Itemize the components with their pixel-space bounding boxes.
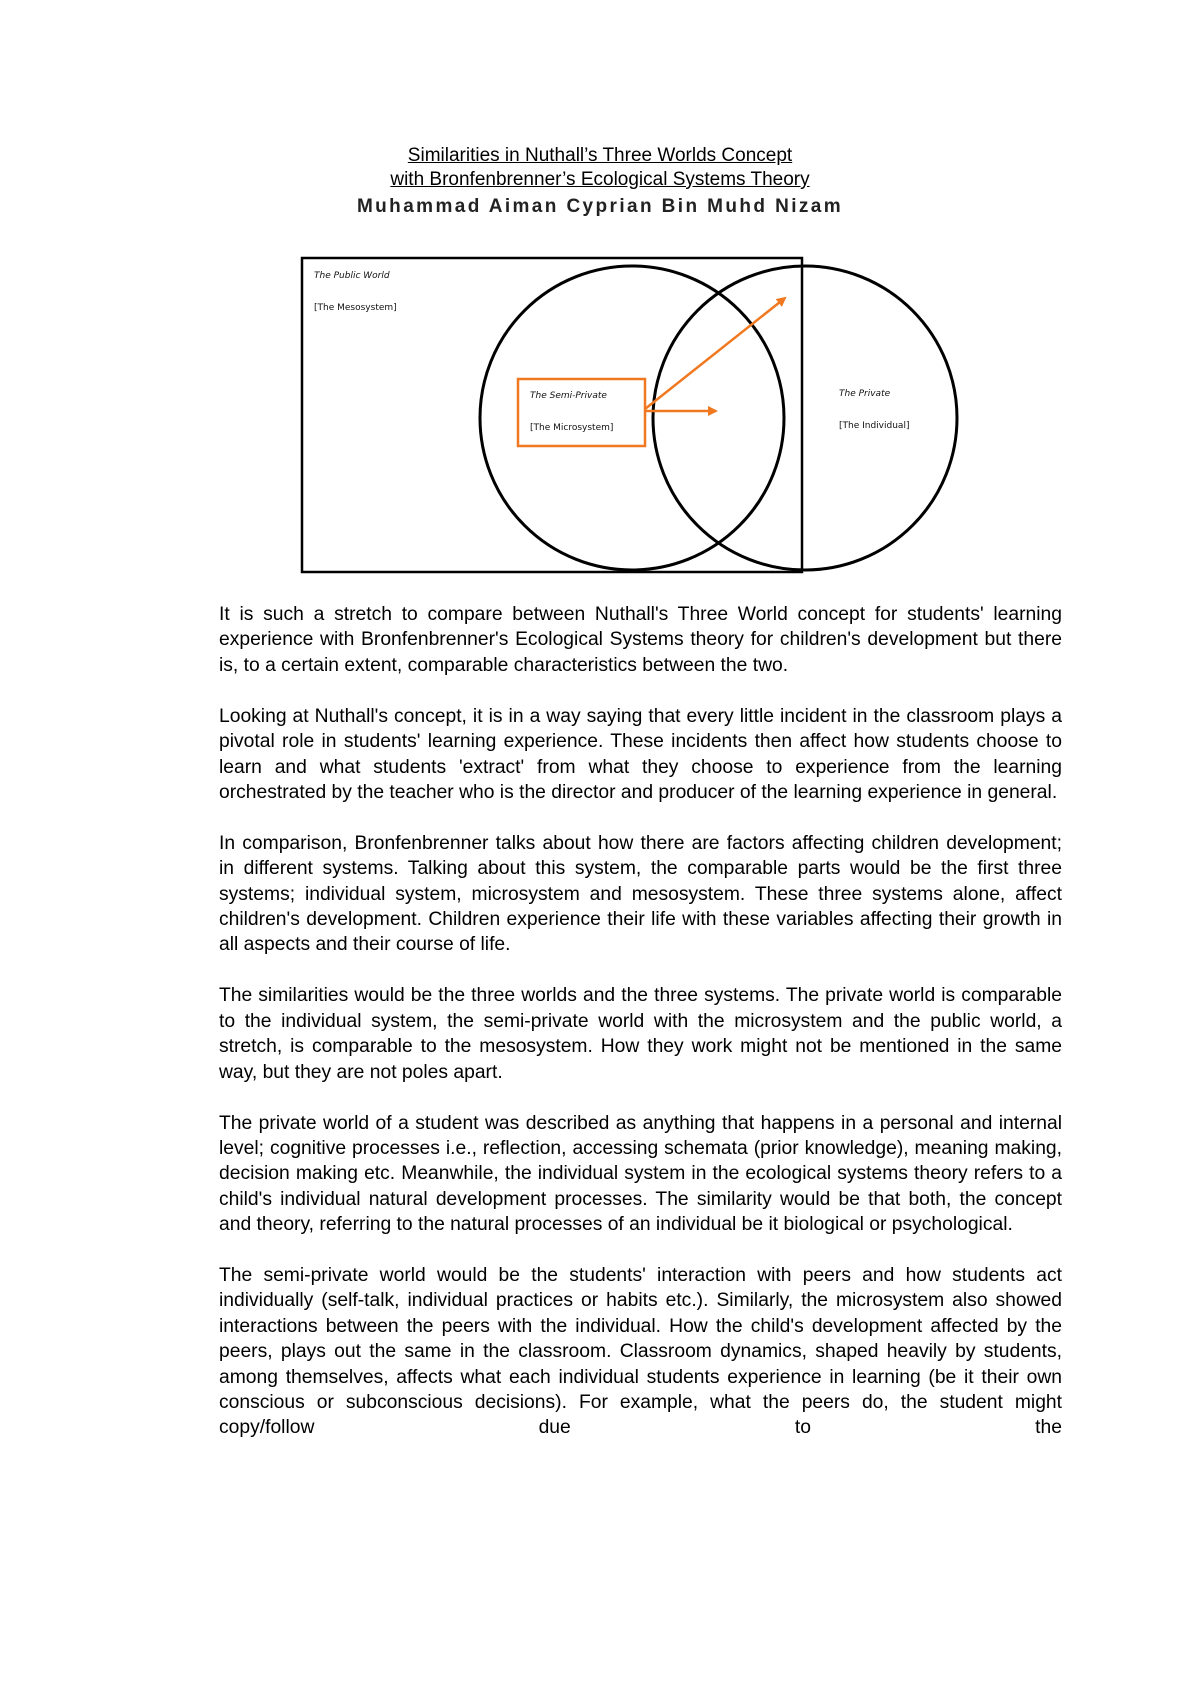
paragraph-6: The semi-private world would be the students' interaction with peers and how students act individually (self-talk, individual practices or habits etc.). Similarly, the microsystem also showed interactions between the peers with the individual. How the child's development affected by the peers, plays out the same in the classroom. Classroom dynamics, shaped heavily by students, among themselves, affects what each individual students experience in learning (be it their own conscious or subconscious decisions). For example, what the peers do, the student might copy/follow due to the: [219, 1265, 1062, 1439]
three-worlds-diagram: [0, 0, 1200, 600]
semi-private-box: [518, 379, 645, 446]
private-label: The Private: [839, 389, 891, 399]
title-line-1: Similarities in Nuthall’s Three Worlds Concept: [407, 145, 793, 166]
body-text: [219, 602, 1062, 1466]
mesosystem-label: [The Mesosystem]: [314, 303, 397, 313]
paragraph-5: The private world of a student was described as anything that happens in a personal and internal level; cognitive processes i.e., reflection, accessing schemata (prior knowledge), meaning making, decision making etc. Meanwhile, the individual system in the ecological systems theory refers to a child's individual natural development processes. The similarity would be that both, the concept and theory, referring to the natural processes of an individual be it biological or psychological.: [219, 1112, 1062, 1236]
individual-label: [The Individual]: [839, 421, 910, 431]
microsystem-label: [The Microsystem]: [530, 423, 614, 433]
title-line-2: with Bronfenbrenner’s Ecological Systems Theory: [390, 169, 810, 190]
private-circle: [653, 266, 957, 570]
paragraph-4: The similarities would be the three worlds and the three systems. The private world is comparable to the individual system, the semi-private world with the microsystem and the public world, a stretch, is comparable to the mesosystem. How they work might not be mentioned in the same way, but they are not poles apart.: [219, 985, 1062, 1083]
author-name: Muhammad Aiman Cyprian Bin Muhd Nizam: [356, 196, 844, 217]
semi-private-label: The Semi-Private: [530, 391, 607, 401]
public-world-label: The Public World: [314, 271, 390, 281]
paragraph-3: In comparison, Bronfenbrenner talks about how there are factors affecting children development; in different systems. Talking about this system, the comparable parts would be the first three systems; individual system, microsystem and mesosystem. These three systems alone, affect children's development. Children experience their life with these variables affecting their growth in all aspects and their course of life.: [219, 832, 1062, 956]
paragraph-1: It is such a stretch to compare between Nuthall's Three World concept for students' learning experience with Bronfenbrenner's Ecological Systems theory for children's development but there is, to a certain extent, comparable characteristics between the two.: [219, 604, 1062, 676]
semi-private-circle: [480, 266, 784, 570]
paragraph-2: Looking at Nuthall's concept, it is in a way saying that every little incident in the classroom plays a pivotal role in students' learning experience. These incidents then affect how students choose to learn and what students 'extract' from what they choose to experience from the learning orchestrated by the teacher who is the director and producer of the learning experience in general.: [219, 705, 1062, 803]
